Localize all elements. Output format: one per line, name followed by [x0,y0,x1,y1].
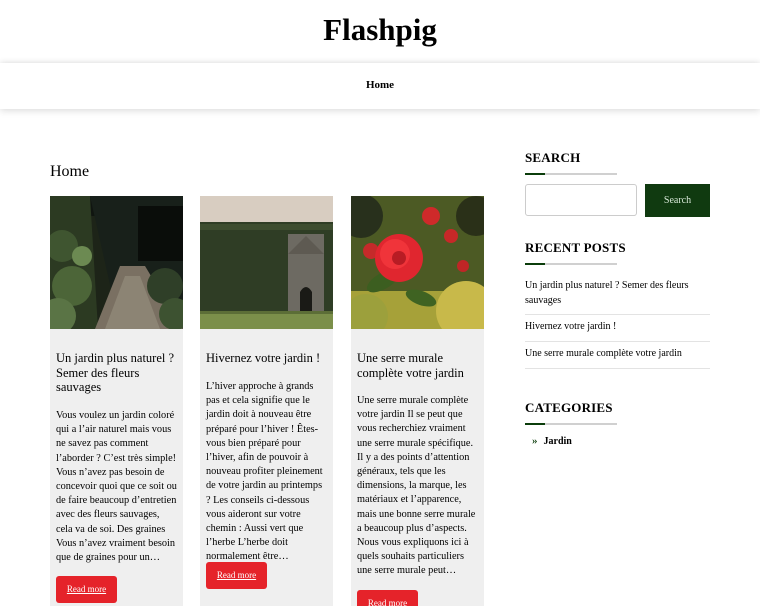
main-navigation [0,63,760,109]
post-title[interactable]: Une serre murale complète votre jardin [357,351,464,380]
post-card [50,196,183,606]
title-underline [525,423,617,425]
recent-post-link[interactable]: Une serre murale complète votre jardin [525,348,682,359]
divider [525,341,710,342]
read-more-button[interactable]: Read more [56,576,117,603]
garden-path-photo[interactable] [50,196,183,329]
chevron-right-icon: » [532,435,538,447]
search-button[interactable]: Search [645,184,710,217]
read-more-button[interactable]: Read more [206,562,267,589]
recent-post-link[interactable]: Un jardin plus naturel ? Semer des fleurs sauvages [525,280,689,306]
read-more-button[interactable]: Read more [357,590,418,606]
category-label[interactable]: Jardin [543,436,572,447]
post-card [200,196,333,606]
nav-item-home[interactable]: Home [365,79,395,91]
site-title[interactable]: Flashpig [323,12,437,47]
post-title[interactable]: Hivernez votre jardin ! [206,351,321,365]
divider [525,314,710,315]
post-excerpt: L’hiver approche à grands pas et cela signifie que le jardin doit à nouveau être préparé pour l’hiver ! Êtes-vous bien préparé pour l’hiver, afin de pouvoir à nouveau profiter pleinement de votre jardin au printemps ? Les conseils ci-dessous vous aideront sur votre chemin : Aussi vert que l’herbe L’herbe doit normalement être… [206,381,323,563]
underline-accent [525,423,545,425]
red-camellia-photo[interactable] [351,196,484,329]
recent-post-link[interactable]: Hivernez votre jardin ! [525,321,617,332]
divider [525,368,710,369]
title-underline [525,173,617,175]
underline-accent [525,263,545,265]
hedge-wall-photo[interactable] [200,196,333,329]
post-title[interactable]: Un jardin plus naturel ? Semer des fleurs sauvages [56,351,175,394]
category-item[interactable] [532,435,572,447]
search-widget-title: SEARCH [525,150,581,165]
title-underline [525,263,617,265]
page-title: Home [50,163,90,180]
underline-accent [525,173,545,175]
post-card [351,196,484,606]
site-header [0,0,760,62]
post-excerpt: Vous voulez un jardin coloré qui a l’air naturel mais vous ne savez pas comment l’aborder ? C’est très simple! Vous n’avez pas besoin de concevoir quoi que ce soit ou de faire beaucoup d’entretien avec des fleurs sauvages, cela va de soi. Des graines Vous n’avez vraiment besoin que de graines pour un… [56,410,177,564]
recent-posts-title: RECENT POSTS [525,240,626,255]
post-excerpt: Une serre murale complète votre jardin Il se peut que vous recherchiez vraiment une serre murale spécifique. Il y a des points d’attention généraux, tels que les dimensions, la marque, les matériaux et l’apparence, mais une bonne serre murale a beaucoup plus d’aspects. Nous vous expliquons ici à quels souhaits particuliers une serre murale peut… [357,395,476,577]
categories-title: CATEGORIES [525,400,613,415]
search-input[interactable] [525,184,637,216]
